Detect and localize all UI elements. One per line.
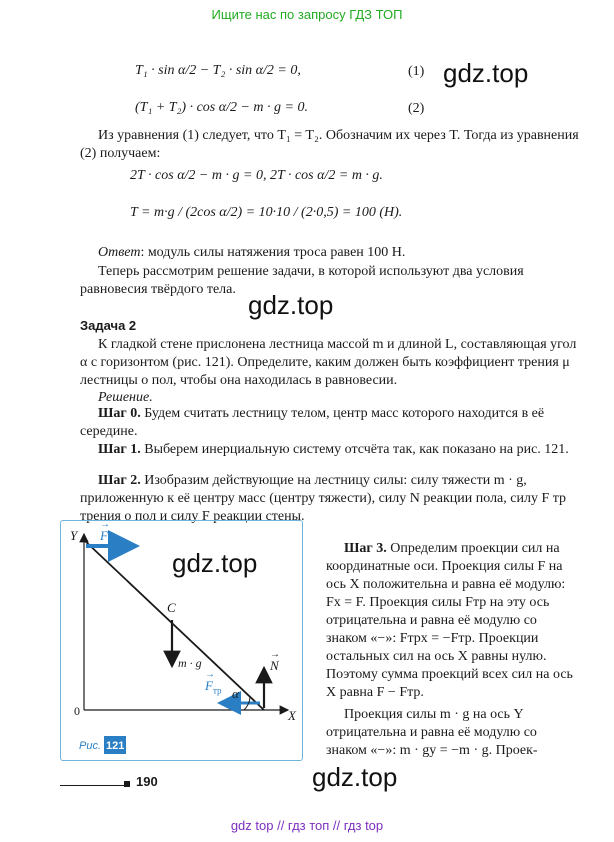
- page-number-rule: [60, 785, 124, 786]
- force-f-label: → F: [100, 528, 108, 544]
- step-3-text: Определим проекции сил на координатные оси. Проекция силы F на ось X положительна и равна её модулю: Fx = F. Проекция силы Fтр на эту ось отрицательна и равна её модулю со знаком «−»: Fтрх = −Fтр. Проекции остальных сил на ось X равны нулю. Поэтому сумма проекций всех сил на ось X равна F − Fтр.: [326, 541, 573, 700]
- axis-y-label: Y: [70, 528, 78, 543]
- axis-x-label: X: [288, 708, 296, 723]
- step-2: [80, 472, 580, 526]
- equation-3: 2T · cos α/2 − m · g = 0, 2T · cos α/2 = m · g.: [130, 168, 383, 183]
- equation-2-number: (2): [408, 101, 425, 116]
- equation-4: T = m·g / (2cos α/2) = 10·10 / (2·0,5) = 100 (Н).: [130, 205, 403, 220]
- step-0-text: Будем считать лестницу телом, центр масс которого находится в её середине.: [80, 406, 545, 439]
- step-2-label: Шаг 2.: [98, 473, 141, 488]
- answer-label: Ответ: [98, 245, 141, 260]
- solution-label: Решение.: [98, 390, 153, 405]
- caption-number: 121: [106, 740, 125, 752]
- center-label: C: [167, 600, 176, 615]
- paragraph-2: Теперь рассмотрим решение задачи, в которой используют два условия равновесия твёрдого тела.: [80, 264, 524, 297]
- caption-word: Рис.: [79, 740, 102, 752]
- gravity-label: m · g: [178, 656, 202, 670]
- step-3: [326, 540, 574, 702]
- step-0: [80, 405, 580, 441]
- paragraph-last: Проекция силы m · g на ось Y отрицательна и равна её модулю со знаком «−»: m · gy = −m · g. Проек-: [326, 707, 538, 758]
- friction-label: → $F_{тр}$: [205, 678, 222, 696]
- top-banner[interactable]: Ищите нас по запросу ГДЗ ТОП: [211, 7, 403, 22]
- answer: [80, 244, 580, 262]
- step-1: [80, 441, 580, 459]
- equation-1-number: (1): [408, 64, 425, 79]
- normal-force-label: → N: [270, 658, 279, 674]
- paragraph-1: Из уравнения (1) следует, что T₁ = T₂. Обозначим их через T. Тогда из уравнения (2) получаем:: [80, 128, 579, 161]
- watermark: gdz.top: [172, 548, 258, 578]
- watermark: gdz.top: [312, 762, 398, 792]
- equation-1: T₁ · sin α/2 − T₂ · sin α/2 = 0,: [135, 63, 301, 78]
- step-1-label: Шаг 1.: [98, 442, 141, 457]
- answer-text: : модуль силы натяжения троса равен 100 Н.: [140, 245, 406, 260]
- task-title: Задача 2: [80, 318, 137, 333]
- equation-2: (T₁ + T₂) · cos α/2 − m · g = 0.: [135, 100, 308, 115]
- page-number: 190: [136, 774, 158, 789]
- step-1-text: Выберем инерциальную систему отсчёта так, как показано на рис. 121.: [140, 442, 569, 457]
- watermark: gdz.top: [248, 290, 334, 320]
- step-3-label: Шаг 3.: [344, 541, 387, 556]
- footer-links[interactable]: gdz top // гдз топ // гдз top: [230, 818, 384, 833]
- step-0-label: Шаг 0.: [98, 406, 141, 421]
- task-text: К гладкой стене прислонена лестница массой m и длиной L, составляющая угол α с горизонтом (рис. 121). Определите, каким должен быть коэффициент трения μ лестницы о пол, чтобы она находилась в равновесии.: [80, 337, 577, 388]
- angle-label: α: [232, 686, 239, 701]
- origin-label: 0: [74, 704, 80, 718]
- page-number-marker: [124, 781, 130, 787]
- step-2-text: Изобразим действующие на лестницу силы: силу тяжести m · g, приложенную к её центру масс (центру тяжести), силу N реакции пола, силу F тр трения о пол и силу F реакции стены.: [80, 473, 567, 524]
- watermark: gdz.top: [443, 58, 529, 88]
